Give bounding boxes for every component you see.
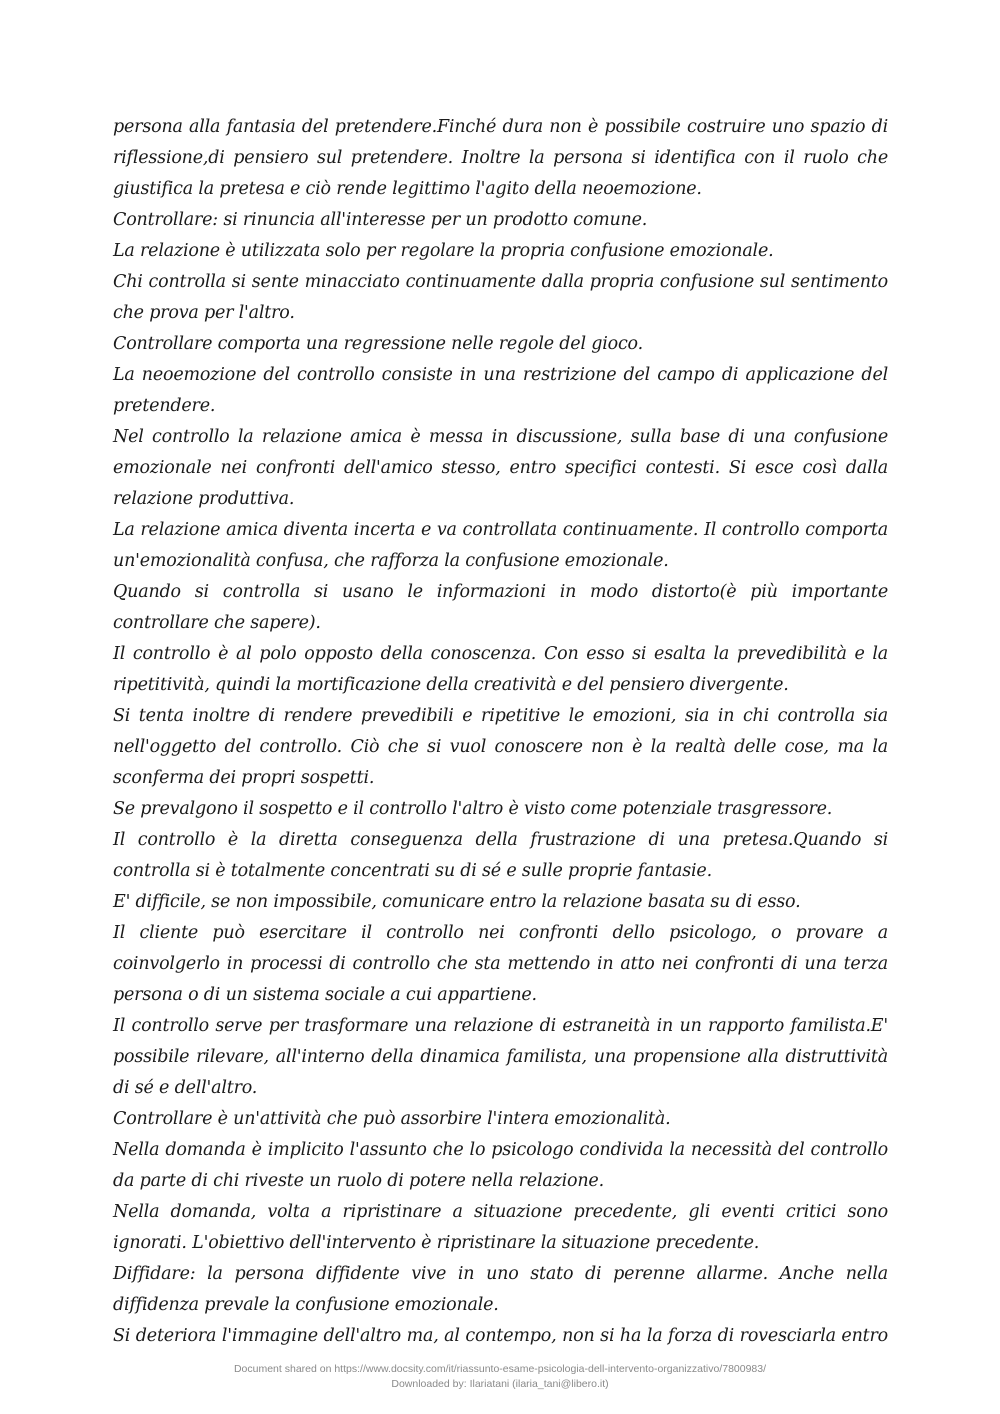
paragraph: Si tenta inoltre di rendere prevedibili e ripetitive le emozioni, sia in chi controlla sia nell'oggetto del controllo. Ciò che si vuol conoscere non è la realtà delle cose, ma la sconferma dei propri sospetti. — [113, 706, 888, 788]
paragraph: Nella domanda, volta a ripristinare a situazione precedente, gli eventi critici sono ignorati. L'obiettivo dell'intervento è ripristinare la situazione precedente. — [113, 1202, 888, 1253]
paragraph: persona alla fantasia del pretendere.Finché dura non è possibile costruire uno spazio di riflessione,di pensiero sul pretendere. Inoltre la persona si identifica con il ruolo che giustifica la pretesa e ciò rende legittimo l'agito della neoemozione. — [113, 117, 888, 199]
paragraph: Controllare comporta una regressione nelle regole del gioco. — [113, 334, 643, 354]
footer-downloaded-by: Downloaded by: Ilariatani (ilaria_tani@libero.it) — [391, 1378, 609, 1390]
paragraph: Il controllo è la diretta conseguenza della frustrazione di una pretesa.Quando si controlla si è totalmente concentrati su di sé e sulle proprie fantasie. — [113, 830, 888, 881]
paragraph: Il controllo serve per trasformare una relazione di estraneità in un rapporto familista.E' possibile rilevare, all'interno della dinamica familista, una propensione alla distruttività di sé e dell'altro. — [113, 1016, 888, 1098]
paragraph: E' difficile, se non impossibile, comunicare entro la relazione basata su di esso. — [113, 892, 801, 912]
paragraph: Nella domanda è implicito l'assunto che lo psicologo condivida la necessità del controllo da parte di chi riveste un ruolo di potere nella relazione. — [113, 1140, 888, 1191]
paragraph: Se prevalgono il sospetto e il controllo l'altro è visto come potenziale trasgressore. — [113, 799, 833, 819]
document-body — [113, 112, 888, 1352]
paragraph: Quando si controlla si usano le informazioni in modo distorto(è più importante controllare che sapere). — [113, 582, 888, 633]
paragraph: Si deteriora l'immagine dell'altro ma, al contempo, non si ha la forza di rovesciarla entro — [113, 1326, 888, 1346]
paragraph: Controllare: si rinuncia all'interesse per un prodotto comune. — [113, 210, 648, 230]
paragraph: Nel controllo la relazione amica è messa in discussione, sulla base di una confusione emozionale nei confronti dell'amico stesso, entro specifici contesti. Si esce così dalla relazione produttiva. — [113, 427, 888, 509]
paragraph: La neoemozione del controllo consiste in una restrizione del campo di applicazione del pretendere. — [113, 365, 888, 416]
paragraph: Diffidare: la persona diffidente vive in uno stato di perenne allarme. Anche nella diffidenza prevale la confusione emozionale. — [113, 1264, 888, 1315]
paragraph: Chi controlla si sente minacciato continuamente dalla propria confusione sul sentimento che prova per l'altro. — [113, 272, 888, 323]
footer-shared-url: Document shared on https://www.docsity.com/it/riassunto-esame-psicologia-dell-intervento-organizzativo/7800983/ — [233, 1363, 767, 1375]
paragraph: Il cliente può esercitare il controllo nei confronti dello psicologo, o provare a coinvolgerlo in processi di controllo che sta mettendo in atto nei confronti di una terza persona o di un sistema sociale a cui appartiene. — [113, 923, 888, 1005]
paragraph: Il controllo è al polo opposto della conoscenza. Con esso si esalta la prevedibilità e la ripetitività, quindi la mortificazione della creatività e del pensiero divergente. — [113, 644, 888, 695]
paragraph: La relazione amica diventa incerta e va controllata continuamente. Il controllo comporta un'emozionalità confusa, che rafforza la confusione emozionale. — [113, 520, 888, 571]
paragraph: La relazione è utilizzata solo per regolare la propria confusione emozionale. — [113, 241, 774, 261]
paragraph: Controllare è un'attività che può assorbire l'intera emozionalità. — [113, 1109, 671, 1129]
